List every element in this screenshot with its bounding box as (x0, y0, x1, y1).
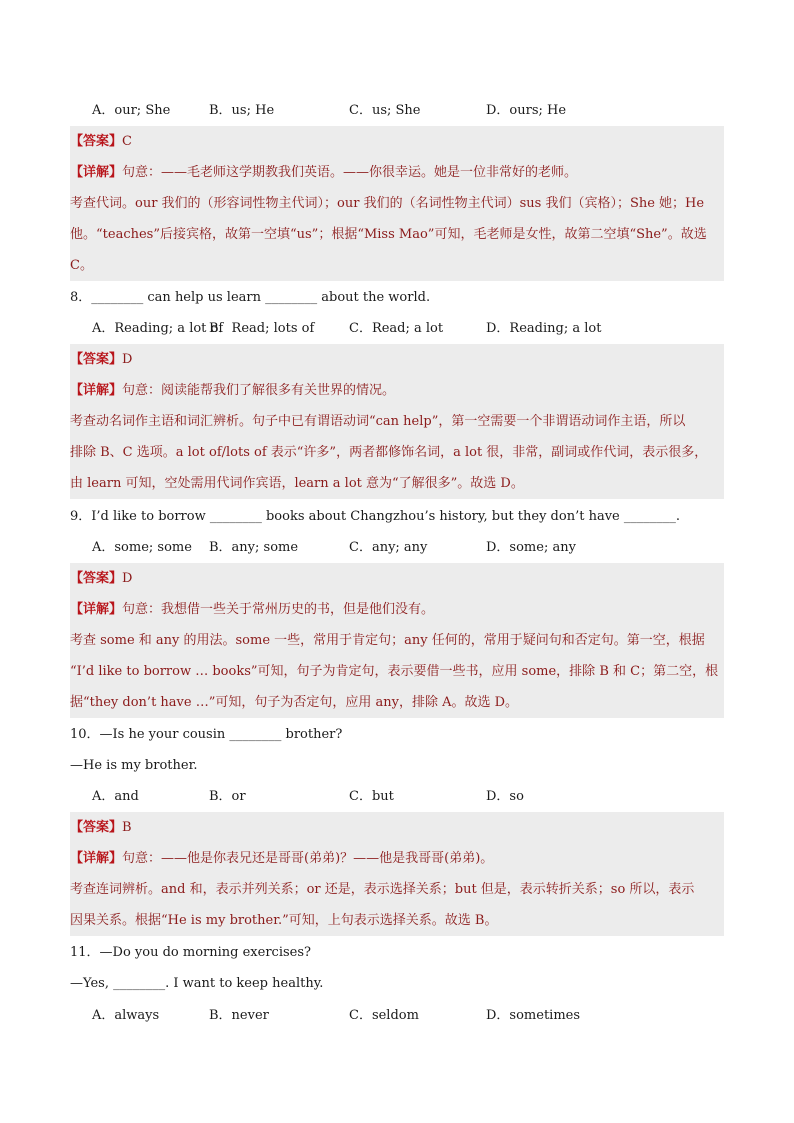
q8-answer-row (70, 344, 132, 375)
answer-value: C (122, 134, 132, 149)
answer-tag: 【答案】 (70, 352, 123, 367)
q7-answer-row (70, 126, 132, 157)
detail-tag: 【详解】 (70, 165, 123, 180)
q10-option-a: A．and (92, 789, 139, 804)
detail-tag: 【详解】 (70, 851, 123, 866)
q10-answer-row (70, 812, 132, 843)
detail-tag: 【详解】 (70, 383, 123, 398)
q8-answer-block (70, 344, 724, 499)
q10-stem-reply: —He is my brother. (70, 758, 198, 773)
q8-option-c: C．Read; a lot (349, 321, 444, 336)
detail-line: 由 learn 可知，空处需用代词作宾语，learn a lot 意为“了解很多”。故选 D。 (70, 476, 524, 491)
detail-line: 据“they don’t have …”可知，句子为否定句，应用 any，排除 A。故选 D。 (70, 695, 519, 710)
q7-detail-row (70, 157, 577, 188)
q9-stem: 9．I’d like to borrow ________ books about Changzhou’s history, but they don’t have ________. (70, 509, 680, 524)
answer-value: B (122, 820, 132, 835)
q9-option-b: B．any; some (209, 540, 299, 555)
q9-detail-row (70, 594, 434, 625)
detail-line: 考查 some 和 any 的用法。some 一些，常用于肯定句；any 任何的，常用于疑问句和否定句。第一空，根据 (70, 633, 705, 648)
q7-option-b: B．us; He (209, 103, 275, 118)
q8-detail-row (70, 375, 395, 406)
q11-stem: 11．—Do you do morning exercises? (70, 945, 311, 960)
detail-line: 考查动名词作主语和词汇辨析。句子中已有谓语动词“can help”，第一空需要一个非谓语动词作主语，所以 (70, 414, 686, 429)
q10-stem: 10．—Is he your cousin ________ brother? (70, 727, 343, 742)
answer-value: D (122, 571, 133, 586)
q7-answer-block (70, 126, 724, 281)
q7-option-d: D．ours; He (486, 103, 567, 118)
detail-line: 他。“teaches”后接宾格，故第一空填“us”；根据“Miss Mao”可知，毛老师是女性，故第二空填“She”。故选 (70, 227, 707, 242)
q8-stem: 8．________ can help us learn ________ about the world. (70, 290, 431, 305)
detail-line: 句意：阅读能帮我们了解很多有关世界的情况。 (122, 383, 396, 398)
q11-option-d: D．sometimes (486, 1008, 581, 1023)
detail-line: 句意：——他是你表兄还是哥哥(弟弟)？——他是我哥哥(弟弟)。 (122, 851, 494, 866)
q9-option-a: A．some; some (92, 540, 192, 555)
q7-option-c: C．us; She (349, 103, 421, 118)
q10-option-d: D．so (486, 789, 524, 804)
q9-answer-row (70, 563, 132, 594)
detail-tag: 【详解】 (70, 602, 123, 617)
q9-option-d: D．some; any (486, 540, 576, 555)
q10-option-c: C．but (349, 789, 394, 804)
q8-option-d: D．Reading; a lot (486, 321, 602, 336)
q10-answer-block (70, 812, 724, 936)
answer-tag: 【答案】 (70, 820, 123, 835)
detail-line: 排除 B、C 选项。a lot of/lots of 表示“许多”，两者都修饰名词，a lot 很，非常，副词或作代词，表示很多， (70, 445, 708, 460)
detail-line: 句意：——毛老师这学期教我们英语。——你很幸运。她是一位非常好的老师。 (122, 165, 578, 180)
q7-option-a: A．our; She (92, 103, 171, 118)
q11-option-a: A．always (92, 1008, 160, 1023)
q9-option-c: C．any; any (349, 540, 428, 555)
q8-option-b: B．Read; lots of (209, 321, 315, 336)
q11-option-b: B．never (209, 1008, 269, 1023)
q10-option-b: B．or (209, 789, 246, 804)
q8-option-a: A．Reading; a lot of (92, 321, 224, 336)
detail-line: 考查代词。our 我们的（形容词性物主代词）；our 我们的（名词性物主代词）sus 我们（宾格）；She 她；He (70, 196, 705, 211)
answer-tag: 【答案】 (70, 134, 123, 149)
detail-line: 句意：我想借一些关于常州历史的书，但是他们没有。 (122, 602, 435, 617)
answer-tag: 【答案】 (70, 571, 123, 586)
detail-line: 因果关系。根据“He is my brother.”可知，上句表示选择关系。故选 B。 (70, 913, 498, 928)
detail-line: “I’d like to borrow … books”可知，句子为肯定句，表示要借一些书，应用 some，排除 B 和 C；第二空，根 (70, 664, 719, 679)
q10-detail-row (70, 843, 493, 874)
detail-line: C。 (70, 258, 93, 273)
answer-value: D (122, 352, 133, 367)
q11-stem-reply: —Yes, ________. I want to keep healthy. (70, 976, 324, 991)
q11-option-c: C．seldom (349, 1008, 419, 1023)
q9-answer-block (70, 563, 724, 718)
detail-line: 考查连词辨析。and 和，表示并列关系；or 还是，表示选择关系；but 但是，表示转折关系；so 所以，表示 (70, 882, 695, 897)
